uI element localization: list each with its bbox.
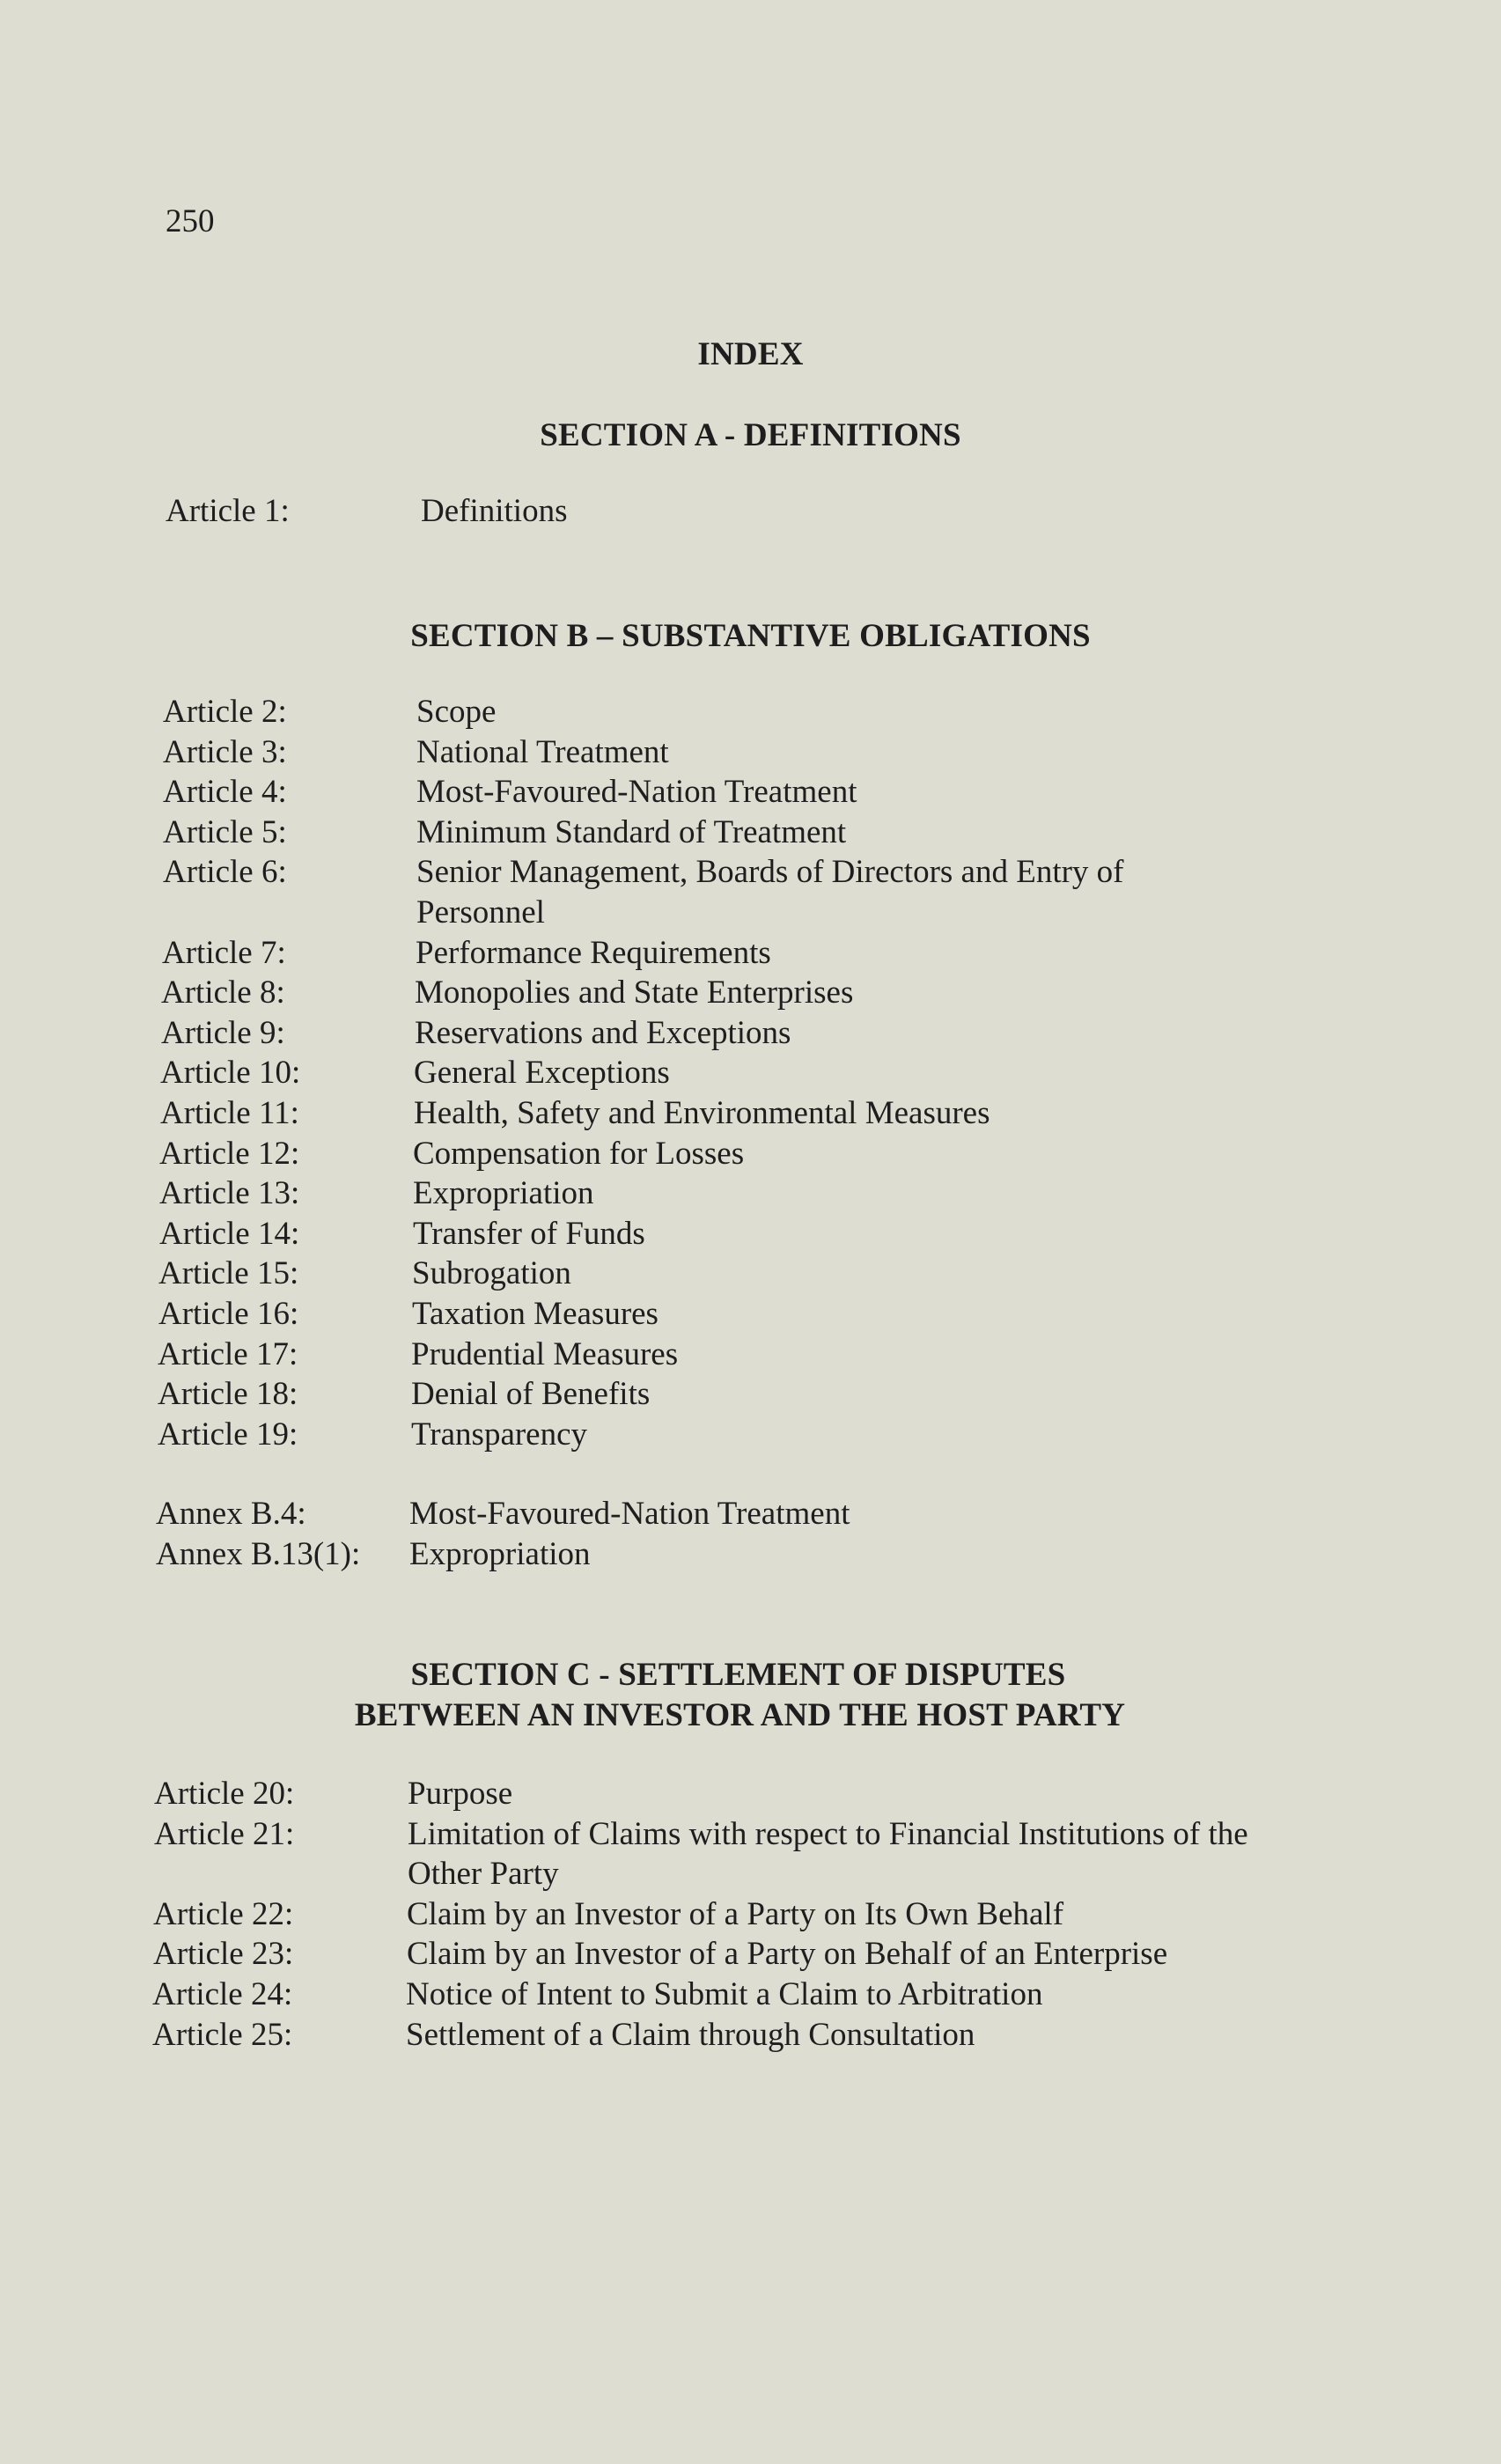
article-number: Article 25: <box>152 2016 293 2053</box>
article-title: Claim by an Investor of a Party on Its Own Behalf <box>407 1895 1064 1932</box>
article-number: Article 19: <box>158 1416 298 1453</box>
index-entry <box>0 1814 1501 1894</box>
article-title: Limitation of Claims with respect to Financial Institutions of the Other Party <box>408 1815 1248 1893</box>
article-title: Settlement of a Claim through Consultation <box>406 2016 975 2053</box>
article-title: Scope <box>416 694 497 730</box>
index-entry <box>0 852 1501 932</box>
index-entry <box>0 1415 1501 1455</box>
article-number: Article 16: <box>158 1295 299 1332</box>
article-number: Article 5: <box>163 813 287 850</box>
index-entry <box>0 1934 1501 1975</box>
article-title: Transparency <box>411 1416 588 1453</box>
article-number: Article 24: <box>152 1975 293 2012</box>
article-number: Article 9: <box>161 1014 285 1051</box>
article-title: Health, Safety and Environmental Measures <box>414 1094 990 1131</box>
section-a-list <box>0 491 1501 532</box>
annex-number: Annex B.4: <box>156 1496 306 1532</box>
annex-title: Most-Favoured-Nation Treatment <box>409 1496 850 1532</box>
article-number: Article 8: <box>161 975 285 1011</box>
article-number: Article 11: <box>160 1094 299 1131</box>
article-title: Transfer of Funds <box>413 1215 645 1252</box>
article-number: Article 17: <box>158 1335 298 1372</box>
article-title: Most-Favoured-Nation Treatment <box>416 774 857 811</box>
index-entry <box>0 1214 1501 1254</box>
article-title: Monopolies and State Enterprises <box>415 975 854 1011</box>
article-number: Article 20: <box>154 1776 295 1812</box>
section-a-heading: SECTION A - DEFINITIONS <box>540 417 961 453</box>
index-entry <box>0 1374 1501 1415</box>
index-entry <box>0 1335 1501 1375</box>
index-entry <box>0 973 1501 1013</box>
article-number: Article 3: <box>163 733 287 770</box>
article-number: Article 10: <box>160 1055 301 1092</box>
article-title: Denial of Benefits <box>411 1376 651 1413</box>
index-entry <box>0 1774 1501 1814</box>
article-title: Definitions <box>421 493 568 529</box>
index-entry <box>0 491 1501 532</box>
article-number: Article 4: <box>163 774 287 811</box>
article-title: National Treatment <box>416 733 669 770</box>
article-number: Article 13: <box>159 1175 300 1212</box>
index-entry <box>0 933 1501 974</box>
section-c-list <box>0 1774 1501 2055</box>
article-number: Article 7: <box>162 934 286 971</box>
section-c-heading-line1: SECTION C - SETTLEMENT OF DISPUTES <box>410 1657 1066 1693</box>
article-title: Notice of Intent to Submit a Claim to Arbitration <box>406 1975 1043 2012</box>
annex-list <box>0 1494 1501 1574</box>
index-entry <box>0 1894 1501 1935</box>
article-title: Taxation Measures <box>412 1295 659 1332</box>
article-number: Article 23: <box>153 1936 294 1973</box>
index-entry <box>0 1975 1501 2015</box>
section-c-heading-line2: BETWEEN AN INVESTOR AND THE HOST PARTY <box>354 1697 1126 1733</box>
annex-number: Annex B.13(1): <box>156 1535 361 1572</box>
article-title: Senior Management, Boards of Directors and Entry of Personnel <box>416 854 1124 930</box>
article-title: Claim by an Investor of a Party on Behalf of an Enterprise <box>407 1936 1168 1973</box>
article-title: Purpose <box>408 1776 513 1812</box>
annex-title: Expropriation <box>409 1535 591 1572</box>
section-b-heading: SECTION B – SUBSTANTIVE OBLIGATIONS <box>410 618 1091 654</box>
article-number: Article 12: <box>159 1135 300 1172</box>
section-b-list <box>0 692 1501 1454</box>
article-number: Article 22: <box>153 1895 294 1932</box>
article-title: Minimum Standard of Treatment <box>416 813 847 850</box>
article-title: Prudential Measures <box>411 1335 679 1372</box>
index-entry <box>0 1254 1501 1294</box>
article-title: Compensation for Losses <box>413 1135 745 1172</box>
index-entry <box>0 772 1501 813</box>
index-entry <box>0 1013 1501 1054</box>
index-entry <box>0 1534 1501 1575</box>
article-number: Article 6: <box>163 854 287 891</box>
index-entry <box>0 1494 1501 1534</box>
index-entry <box>0 1053 1501 1093</box>
article-title: Expropriation <box>413 1175 594 1212</box>
index-title: INDEX <box>697 336 804 372</box>
index-entry <box>0 1093 1501 1134</box>
index-entry <box>0 1294 1501 1335</box>
article-number: Article 2: <box>163 694 287 730</box>
article-number: Article 15: <box>158 1255 299 1292</box>
article-title: Performance Requirements <box>416 934 771 971</box>
index-entry <box>0 692 1501 732</box>
index-entry <box>0 1173 1501 1214</box>
article-title: Reservations and Exceptions <box>415 1014 791 1051</box>
article-number: Article 14: <box>159 1215 300 1252</box>
index-entry <box>0 732 1501 773</box>
article-title: General Exceptions <box>414 1055 670 1092</box>
index-entry <box>0 1134 1501 1174</box>
article-number: Article 21: <box>154 1815 295 1852</box>
article-number: Article 1: <box>166 493 290 529</box>
page-number: 250 <box>166 203 215 239</box>
index-entry <box>0 2015 1501 2056</box>
article-title: Subrogation <box>412 1255 571 1292</box>
index-entry <box>0 813 1501 853</box>
article-number: Article 18: <box>158 1376 298 1413</box>
